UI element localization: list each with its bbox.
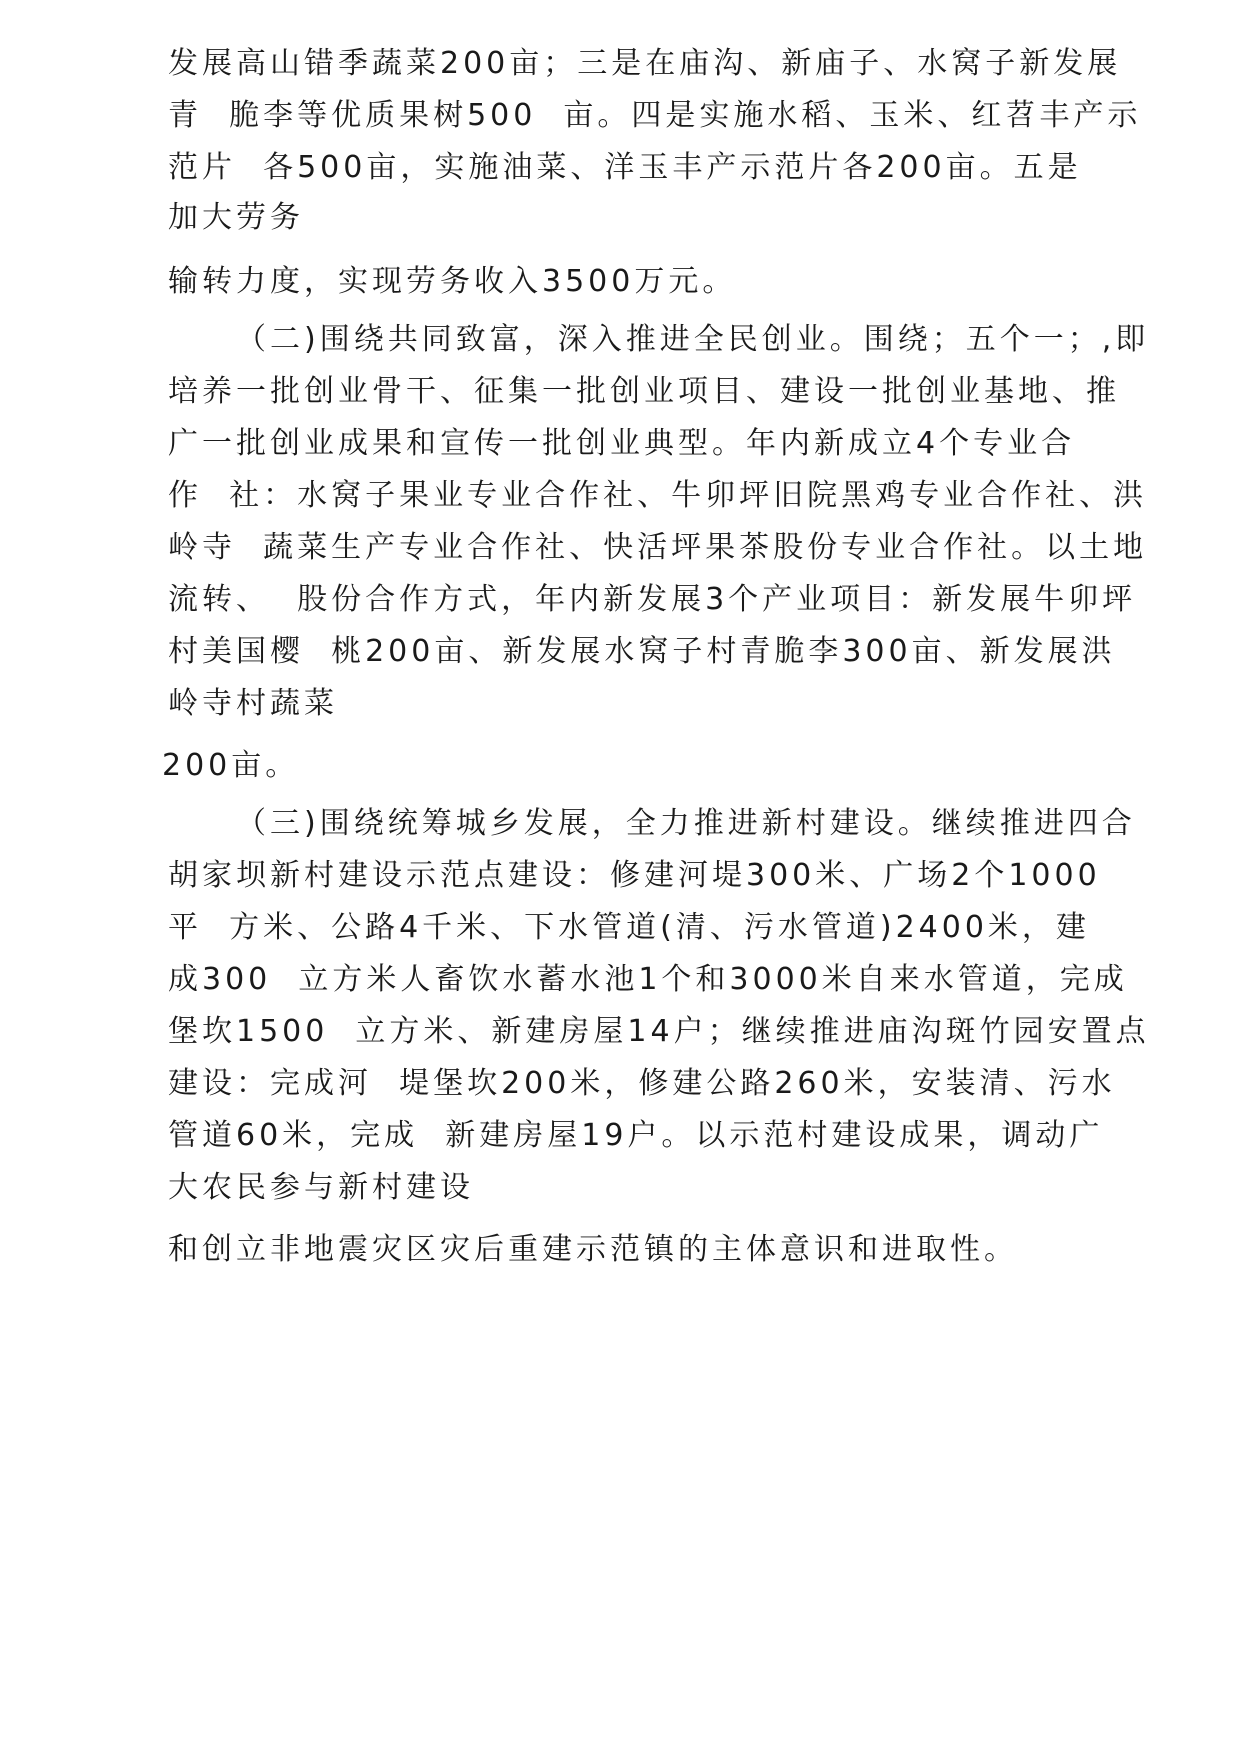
text-line: 成300 立方米人畜饮水蓄水池1个和3000米自来水管道，完成 — [168, 962, 1128, 997]
text-line: 发展高山错季蔬菜200亩；三是在庙沟、新庙子、水窝子新发展 — [168, 46, 1122, 81]
text-line: 流转、 股份合作方式，年内新发展3个产业项目：新发展牛卯坪 — [168, 582, 1137, 617]
text-line: 输转力度，实现劳务收入3500万元。 — [168, 264, 737, 299]
text-line: 200亩。 — [162, 748, 300, 783]
text-line: 岭寺 蔬菜生产专业合作社、快活坪果茶股份专业合作社。以土地 — [168, 530, 1148, 565]
text-line: 平 方米、公路4千米、下水管道(清、污水管道)2400米，建 — [168, 910, 1090, 945]
text-line: 大农民参与新村建设 — [168, 1170, 474, 1205]
text-line: 建设：完成河 堤堡坎200米，修建公路260米，安装清、污水 — [168, 1066, 1116, 1101]
text-line: 岭寺村蔬菜 — [168, 686, 338, 721]
text-line: 管道60米，完成 新建房屋19户。以示范村建设成果，调动广 — [168, 1118, 1104, 1153]
text-line: 胡家坝新村建设示范点建设：修建河堤300米、广场2个1000 — [168, 858, 1101, 893]
text-line: 加大劳务 — [168, 200, 304, 235]
paragraph-first-line: （二)围绕共同致富，深入推进全民创业。围绕；五个一；,即 — [236, 322, 1150, 357]
paragraph-first-line: （三)围绕统筹城乡发展，全力推进新村建设。继续推进四合 — [236, 806, 1136, 841]
text-line: 堡坎1500 立方米、新建房屋14户；继续推进庙沟斑竹园安置点 — [168, 1014, 1150, 1049]
text-line: 作 社：水窝子果业专业合作社、牛卯坪旧院黑鸡专业合作社、洪 — [168, 478, 1148, 513]
text-line: 青 脆李等优质果树500 亩。四是实施水稻、玉米、红苕丰产示 — [168, 98, 1142, 133]
text-line: 和创立非地震灾区灾后重建示范镇的主体意识和进取性。 — [168, 1232, 1018, 1267]
text-line: 村美国樱 桃200亩、新发展水窝子村青脆李300亩、新发展洪 — [168, 634, 1116, 669]
text-line: 范片 各500亩，实施油菜、洋玉丰产示范片各200亩。五是 — [168, 150, 1082, 185]
text-line: 培养一批创业骨干、征集一批创业项目、建设一批创业基地、推 — [168, 374, 1120, 409]
text-line: 广一批创业成果和宣传一批创业典型。年内新成立4个专业合 — [168, 426, 1076, 461]
